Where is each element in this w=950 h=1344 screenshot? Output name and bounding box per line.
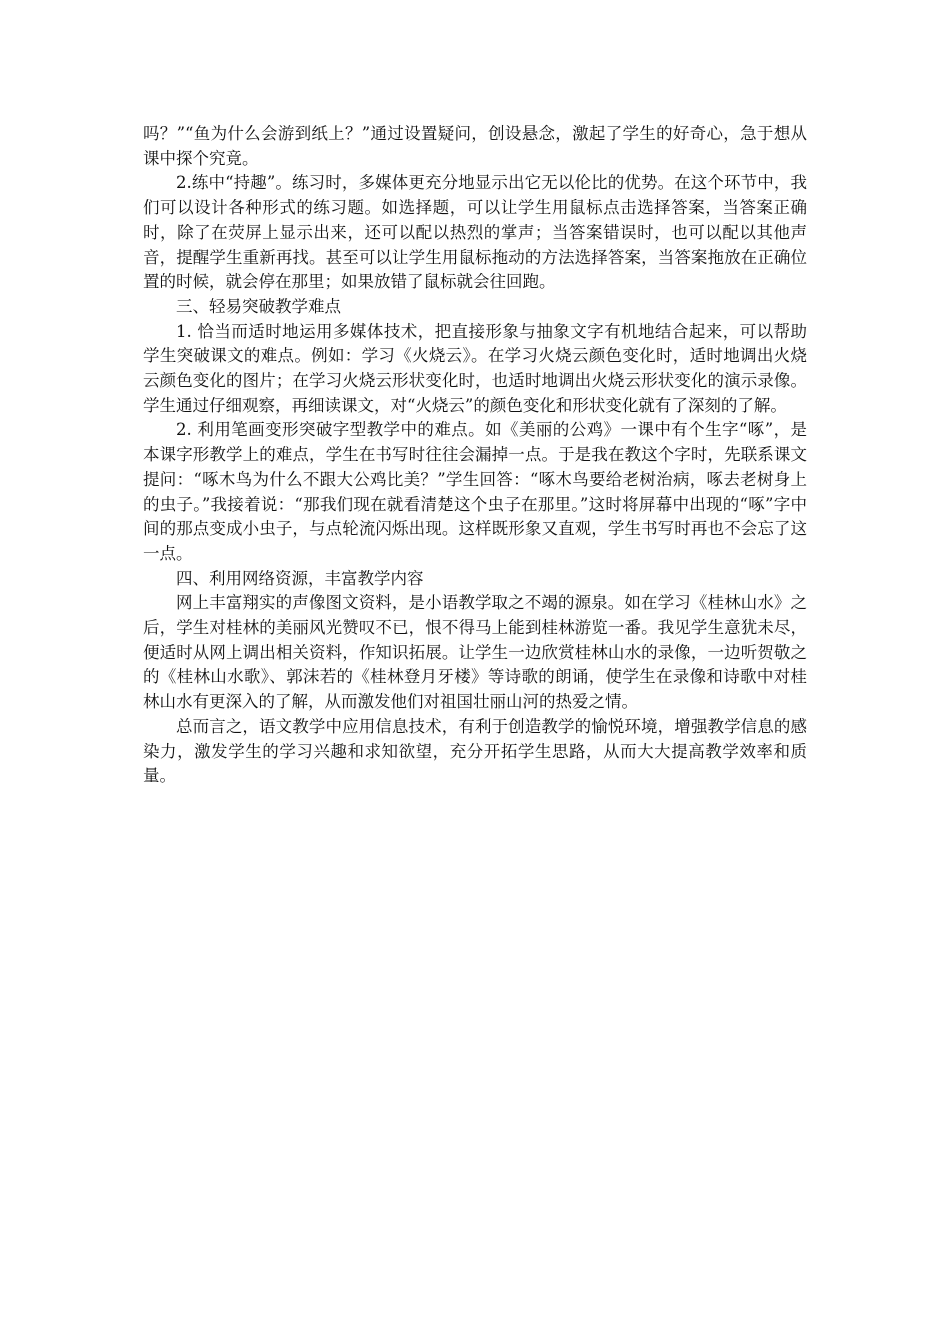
paragraph: 总而言之，语文教学中应用信息技术，有利于创造教学的愉悦环境，增强教学信息的感染力，激发学生的学习兴趣和求知欲望，充分开拓学生思路，从而大大提高教学效率和质量。 — [143, 716, 807, 786]
paragraph: 2.练中“持趣”。练习时，多媒体更充分地显示出它无以伦比的优势。在这个环节中，我们可以设计各种形式的练习题。如选择题，可以让学生用鼠标点击选择答案，当答案正确时，除了在荧屏上显示出来，还可以配以热烈的掌声；当答案错误时，也可以配以其他声音，提醒学生重新再找。甚至可以让学生用鼠标拖动的方法选择答案，当答案拖放在正确位置的时候，就会停在那里；如果放错了鼠标就会往回跑。 — [143, 173, 807, 292]
paragraph: 网上丰富翔实的声像图文资料，是小语教学取之不竭的源泉。如在学习《桂林山水》之后，学生对桂林的美丽风光赞叹不已，恨不得马上能到桂林游览一番。我见学生意犹未尽，便适时从网上调出相关资料，作知识拓展。让学生一边欣赏桂林山水的录像，一边听贺敬之的《桂林山水歌》、郭沫若的《桂林登月牙楼》等诗歌的朗诵，使学生在录像和诗歌中对桂林山水有更深入的了解，从而激发他们对祖国壮丽山河的热爱之情。 — [143, 593, 807, 712]
paragraph: 2. 利用笔画变形突破字型教学中的难点。如《美丽的公鸡》一课中有个生字“啄”，是本课字形教学上的难点，学生在书写时往往会漏掉一点。于是我在教这个字时，先联系课文提问：“啄木鸟为什么不跟大公鸡比美？”学生回答：“啄木鸟要给老树治病，啄去老树身上的虫子。”我接着说：“那我们现在就看清楚这个虫子在那里。”这时将屏幕中出现的“啄”字中间的那点变成小虫子，与点轮流闪烁出现。这样既形象又直观，学生书写时再也不会忘了这一点。 — [143, 420, 807, 563]
section-heading: 四、利用网络资源，丰富教学内容 — [176, 568, 424, 588]
paragraph: 吗？”“鱼为什么会游到纸上？”通过设置疑问，创设悬念，激起了学生的好奇心，急于想从课中探个究竟。 — [143, 124, 807, 168]
section-heading: 三、轻易突破教学难点 — [176, 296, 341, 316]
document-body — [143, 122, 807, 789]
paragraph: 1. 恰当而适时地运用多媒体技术，把直接形象与抽象文字有机地结合起来，可以帮助学生突破课文的难点。例如：学习《火烧云》。在学习火烧云颜色变化时，适时地调出火烧云颜色变化的图片；在学习火烧云形状变化时，也适时地调出火烧云形状变化的演示录像。学生通过仔细观察，再细读课文，对“火烧云”的颜色变化和形状变化就有了深刻的了解。 — [143, 321, 807, 415]
